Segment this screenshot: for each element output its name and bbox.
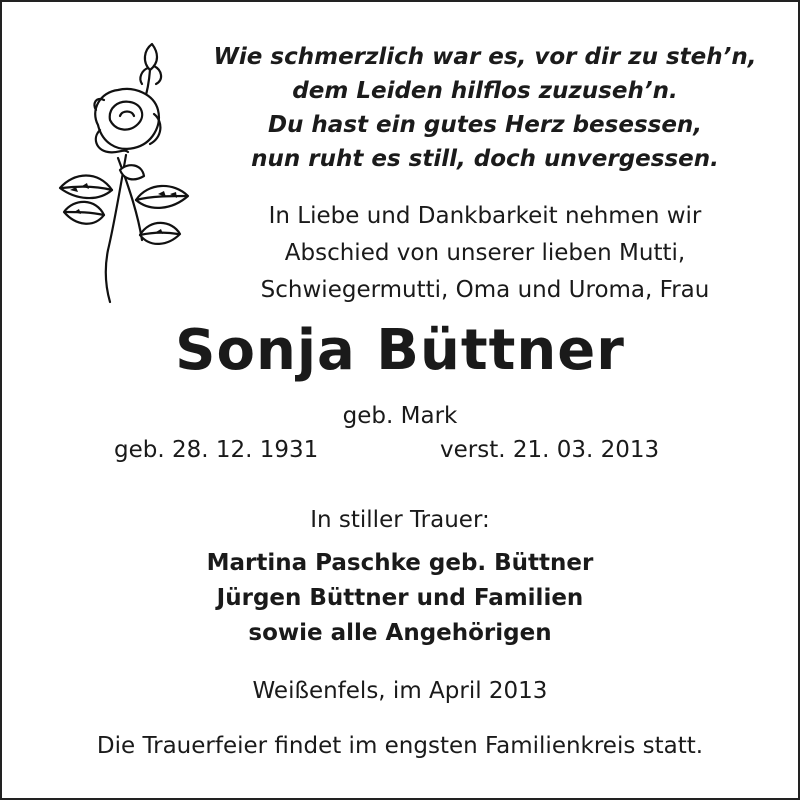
mourner-line: Martina Paschke geb. Büttner — [206, 550, 594, 576]
place-date: Weißenfels, im April 2013 — [252, 678, 548, 704]
mourner-line: sowie alle Angehörigen — [248, 620, 552, 646]
intro-line: Abschied von unserer lieben Mutti, — [284, 240, 686, 266]
poem-line: Du hast ein gutes Herz besessen, — [267, 112, 703, 138]
intro-line: In Liebe und Dankbarkeit nehmen wir — [268, 203, 702, 229]
mourners-heading: In stiller Trauer: — [310, 507, 490, 533]
funeral-note: Die Trauerfeier findet im engsten Familienkreis statt. — [96, 733, 704, 759]
rose-icon — [38, 40, 198, 305]
poem-line: nun ruht es still, doch unvergessen. — [251, 146, 719, 172]
maiden-name: geb. Mark — [342, 403, 458, 429]
intro-line: Schwiegermutti, Oma und Uroma, Frau — [260, 277, 710, 303]
birth-date: geb. 28. 12. 1931 — [114, 437, 319, 463]
poem-line: dem Leiden hilflos zuzuseh’n. — [292, 78, 678, 104]
poem-line: Wie schmerzlich war es, vor dir zu steh’n, — [213, 44, 757, 70]
deceased-name: Sonja Büttner — [175, 318, 625, 383]
mourner-line: Jürgen Büttner und Familien — [216, 585, 584, 611]
death-date: verst. 21. 03. 2013 — [440, 437, 660, 463]
